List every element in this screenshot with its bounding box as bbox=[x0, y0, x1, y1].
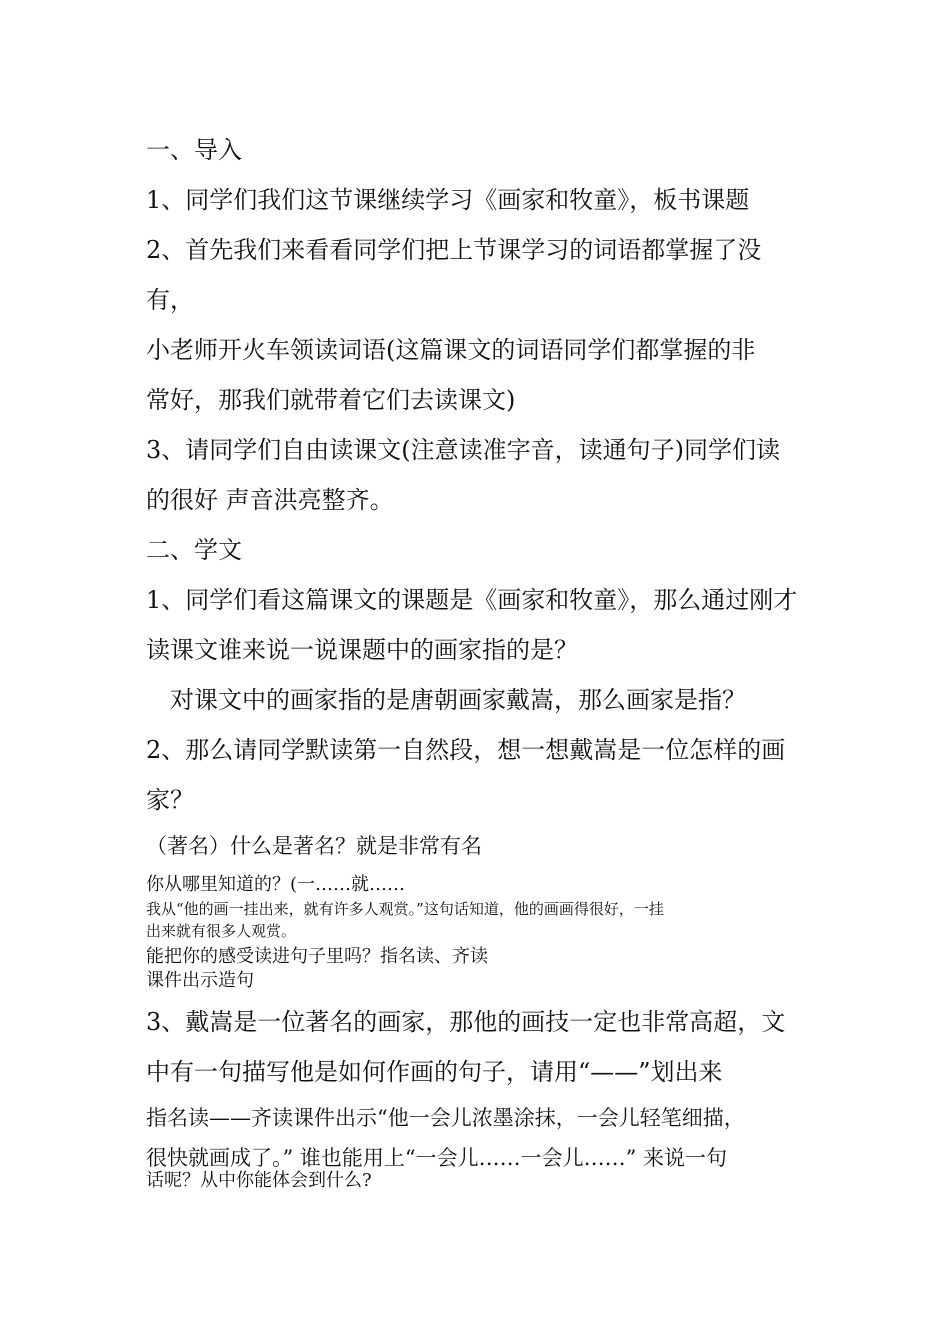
paragraph-line: 对课文中的画家指的是唐朝画家戴嵩，那么画家是指？ bbox=[170, 686, 746, 714]
heading-intro: 一、导入 bbox=[146, 136, 242, 164]
paragraph-line: 2、首先我们来看看同学们把上节课学习的词语都掌握了没 bbox=[146, 236, 762, 264]
paragraph-line: 3、请同学们自由读课文(注意读准字音，读通句子)同学们读 bbox=[146, 436, 780, 464]
paragraph-line: 课件出示造句 bbox=[146, 970, 254, 991]
paragraph-line: 有， bbox=[146, 286, 194, 314]
paragraph-line: 的很好 声音洪亮整齐。 bbox=[146, 486, 394, 514]
paragraph-line: 我从“他的画一挂出来，就有许多人观赏。”这句话知道，他的画画得很好，一挂 bbox=[146, 900, 664, 918]
paragraph-line: 小老师开火车领读词语(这篇课文的词语同学们都掌握的非 bbox=[146, 336, 756, 364]
paragraph-line: 能把你的感受读进句子里吗？指名读、齐读 bbox=[146, 946, 488, 967]
heading-study: 二、学文 bbox=[146, 536, 242, 564]
paragraph-line: 1、同学们我们这节课继续学习《画家和牧童》，板书课题 bbox=[146, 186, 750, 214]
paragraph-line: （著名）什么是著名？就是非常有名 bbox=[146, 834, 482, 858]
paragraph-line: 家？ bbox=[146, 786, 194, 814]
paragraph-line: 出来就有很多人观赏。 bbox=[146, 922, 297, 940]
paragraph-line: 你从哪里知道的？(一……就…… bbox=[146, 874, 406, 895]
paragraph-line: 3、戴嵩是一位著名的画家，那他的画技一定也非常高超，文 bbox=[146, 1008, 786, 1036]
paragraph-line: 很快就画成了。” 谁也能用上“一会儿……一会儿……” 来说一句 bbox=[146, 1146, 728, 1170]
paragraph-line: 常好，那我们就带着它们去读课文) bbox=[146, 386, 516, 414]
paragraph-line: 指名读——齐读课件出示“他一会儿浓墨涂抹，一会儿轻笔细描， bbox=[146, 1106, 745, 1130]
paragraph-line: 中有一句描写他是如何作画的句子，请用“——”划出来 bbox=[146, 1058, 723, 1086]
paragraph-line: 2、那么请同学默读第一自然段，想一想戴嵩是一位怎样的画 bbox=[146, 736, 786, 764]
paragraph-line: 话呢？从中你能体会到什么? bbox=[146, 1170, 372, 1191]
paragraph-line: 1、同学们看这篇课文的课题是《画家和牧童》，那么通过刚才 bbox=[146, 586, 798, 614]
paragraph-line: 读课文谁来说一说课题中的画家指的是？ bbox=[146, 636, 578, 664]
